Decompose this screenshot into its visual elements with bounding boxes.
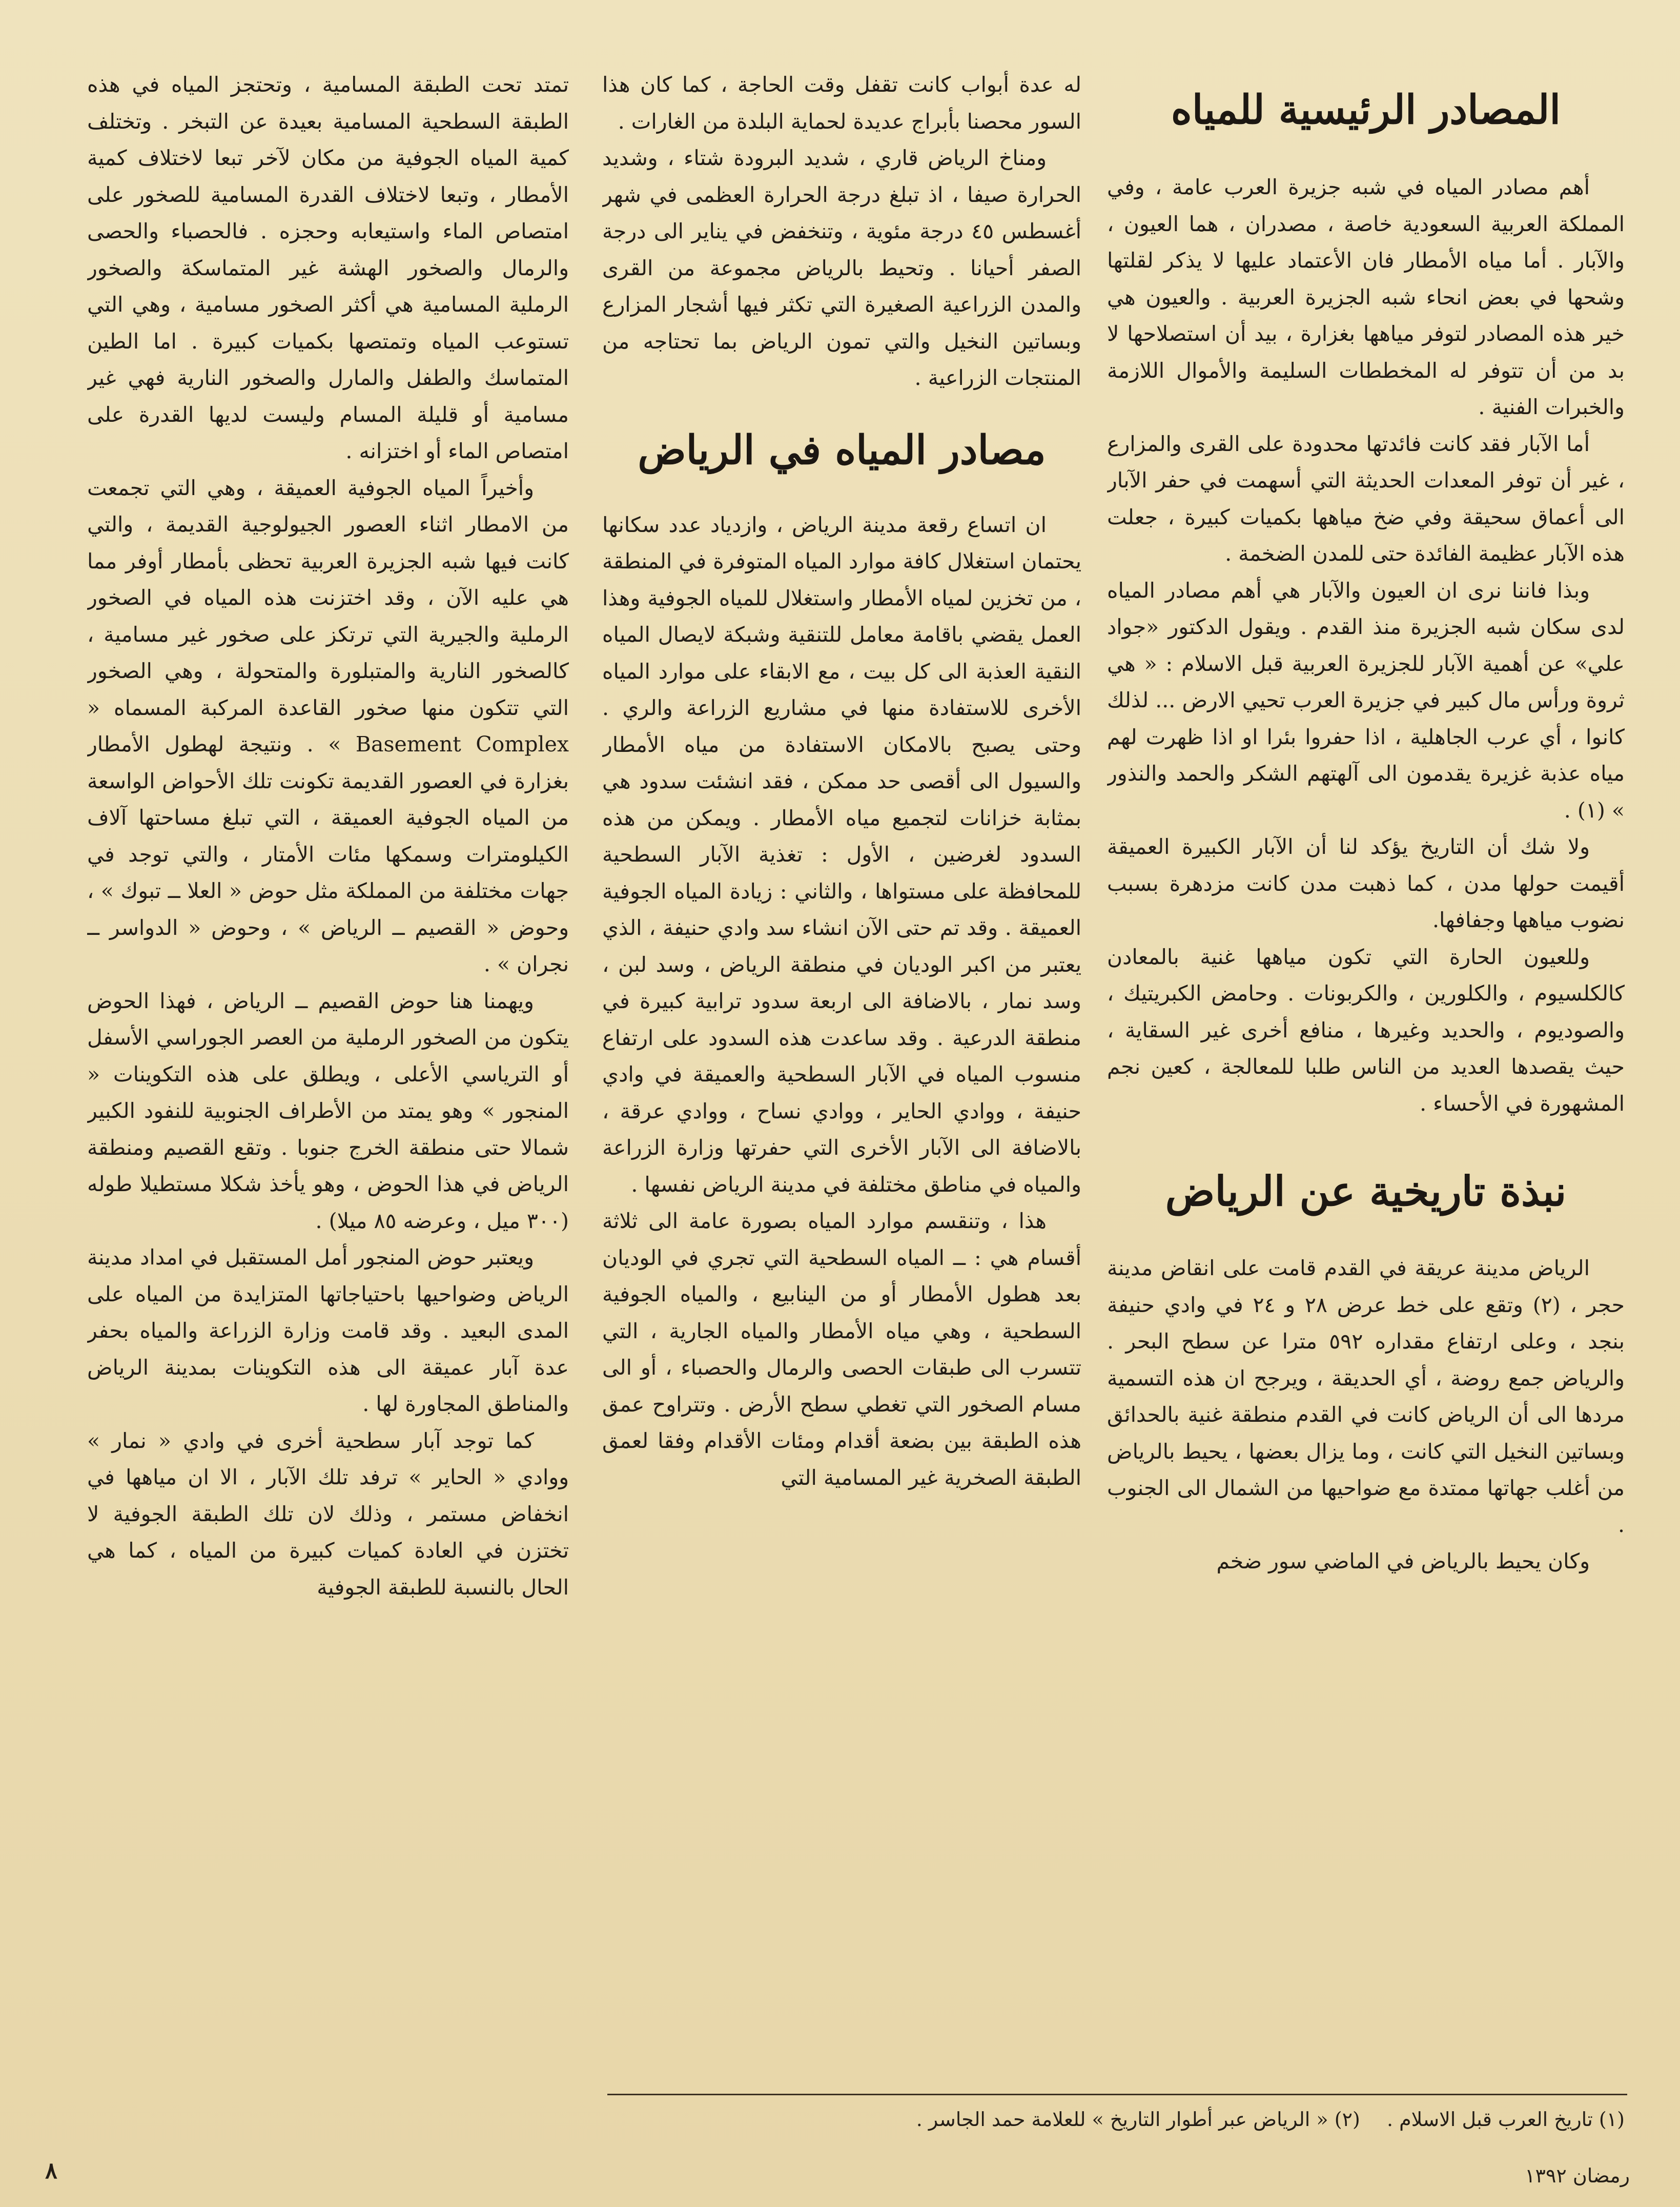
paragraph: ويهمنا هنا حوض القصيم ــ الرياض ، فهذا الحوض يتكون من الصخور الرملية من العصر الجوراسي الأسفل أو الترياسي الأعلى ، ويطلق على هذه التكوينات « المنجور » وهو يمتد من الأطراف الجنوبية للنفود الكبير شمالا حتى منطقة الخرج جنوبا . وتقع القصيم ومنطقة الرياض في هذا الحوض ، وهو يأخذ شكلا مستطيلا طوله (٣٠٠ ميل ، وعرضه ٨٥ ميلا) . [87, 988, 569, 1233]
issue-date: رمضان ١٣٩٢ [1525, 2164, 1630, 2187]
paragraph: كما توجد آبار سطحية أخرى في وادي « نمار » ووادي « الحاير » ترفد تلك الآبار ، الا ان مياهها في انخفاض مستمر ، وذلك لان تلك الطبقة الجوفية لا تختزن في العادة كميات كبيرة من المياه ، كما هي الحال بالنسبة للطبقة الجوفية [87, 1428, 569, 1600]
column-left [87, 67, 569, 2091]
paragraph: الرياض مدينة عريقة في القدم قامت على انقاض مدينة حجر ، (٢) وتقع على خط عرض ٢٨ و ٢٤ في وادي حنيفة بنجد ، وعلى ارتفاع مقداره ٥٩٢ مترا عن سطح البحر . والرياض جمع روضة ، أي الحديقة ، ويرجح ان هذه التسمية مردها الى أن الرياض كانت في القدم منطقة غنية بالحدائق وبساتين النخيل التي كانت ، وما يزال بعضها ، يحيط بالرياض من أغلب جهاتها ممتدة مع ضواحيها من الشمال الى الجنوب . [1107, 1256, 1625, 1537]
paragraph: وكان يحيط بالرياض في الماضي سور ضخم [1216, 1549, 1590, 1573]
paragraph: أهم مصادر المياه في شبه جزيرة العرب عامة ، وفي المملكة العربية السعودية خاصة ، مصدران ، هما العيون ، والآبار . أما مياه الأمطار فان الأعتماد عليها لا يذكر لقلتها وشحها في بعض انحاء شبه الجزيرة العربية . والعيون هي خير هذه المصادر لتوفر مياهها بغزارة ، بيد أن استصلاحها لا بد من أن تتوفر له المخططات السليمة والأموال اللازمة والخبرات الفنية . [1107, 175, 1625, 419]
column-middle [602, 67, 1081, 2066]
paragraph: وللعيون الحارة التي تكون مياهها غنية بالمعادن كالكلسيوم ، والكلورين ، والكربونات . وحامض الكبريتيك ، والصوديوم ، والحديد وغيرها ، منافع أخرى غير السقاية ، حيث يقصدها العديد من الناس طلبا للمعالجة ، كعين نجم المشهورة في الأحساء . [1107, 944, 1625, 1116]
paragraph: ان اتساع رقعة مدينة الرياض ، وازدياد عدد سكانها يحتمان استغلال كافة موارد المياه المتوفرة في المنطقة ، من تخزين لمياه الأمطار واستغلال للمياه الجوفية وهذا العمل يقضي باقامة معامل للتنقية وشبكة لايصال المياه النقية العذبة الى كل بيت ، مع الابقاء على موارد المياه الأخرى للاستفادة منها في مشاريع الزراعة والري . وحتى يصبح بالامكان الاستفادة من مياه الأمطار والسيول الى أقصى حد ممكن ، فقد انشئت سدود هي بمثابة خزانات لتجميع مياه الأمطار . ويمكن من هذه السدود لغرضين ، الأول : تغذية الآبار السطحية للمحافظة على مستواها ، والثاني : زيادة المياه الجوفية العميقة . وقد تم حتى الآن انشاء سد وادي حنيفة ، الذي يعتبر من اكبر الوديان في منطقة الرياض ، وسد لبن ، وسد نمار ، بالاضافة الى اربعة سدود ترابية كبيرة في منطقة الدرعية . وقد ساعدت هذه السدود على ارتفاع منسوب المياه في الآبار السطحية والعميقة في وادي حنيفة ، ووادي الحاير ، ووادي نساح ، ووادي عرقة ، بالاضافة الى الآبار الأخرى التي حفرتها وزارة الزراعة والمياه في مناطق مختلفة في مدينة الرياض نفسها . [602, 512, 1081, 1197]
paragraph [87, 470, 569, 983]
paragraph-text: وأخيراً المياه الجوفية العميقة ، وهي التي تجمعت من الامطار اثناء العصور الجيولوجية القديمة ، والتي كانت فيها شبه الجزيرة العربية تحظى بأمطار أوفر مما هي عليه الآن ، وقد اختزنت هذه المياه في الصخور الرملية والجيرية التي ترتكز على صخور غير مسامية ، كالصخور النارية والمتبلورة والمتحولة ، وهي الصخور التي تتكون منها صخور القاعدة المركبة المسماه « [87, 475, 569, 720]
footnote-2: (٢) « الرياض عبر أطوار التاريخ » للعلامة حمد الجاسر . [916, 2108, 1360, 2131]
paragraph: ومناخ الرياض قاري ، شديد البرودة شتاء ، وشديد الحرارة صيفا ، اذ تبلغ درجة الحرارة العظمى في شهر أغسطس ٤٥ درجة مئوية ، وتنخفض في يناير الى درجة الصفر أحيانا . وتحيط بالرياض مجموعة من القرى والمدن الزراعية الصغيرة التي تكثر فيها أشجار المزارع وبساتين النخيل والتي تمون الرياض بما تحتاجه من المنتجات الزراعية . [602, 146, 1081, 390]
heading-riyadh-water-sources: مصادر المياه في الرياض [638, 426, 1046, 474]
footnote-1: (١) تاريخ العرب قبل الاسلام . [1386, 2108, 1625, 2131]
paragraph: تمتد تحت الطبقة المسامية ، وتحتجز المياه في هذه الطبقة السطحية المسامية بعيدة عن التبخر . وتختلف كمية المياه الجوفية من مكان لآخر تبعا لاختلاف كمية الأمطار ، وتبعا لاختلاف القدرة المسامية للصخور على امتصاص الماء واستيعابه وحجزه . فالحصباء والحصى والرمال والصخور الهشة غير المتماسكة والصخور الرملية المسامية هي أكثر الصخور مسامية ، وهي التي تستوعب المياه وتمتصها بكميات كبيرة . اما الطين المتماسك والطفل والمارل والصخور النارية فهي غير مسامية أو قليلة المسام وليست لديها القدرة على امتصاص الماء أو اختزانه . [87, 72, 569, 463]
paragraph: له عدة أبواب كانت تقفل وقت الحاجة ، كما كان هذا السور محصنا بأبراج عديدة لحماية البلدة من الغارات . [602, 72, 1081, 134]
column-right [1107, 67, 1625, 2066]
heading-main-water-sources: المصادر الرئيسية للمياه [1171, 87, 1561, 133]
paragraph: أما الآبار فقد كانت فائدتها محدودة على القرى والمزارع ، غير أن توفر المعدات الحديثة التي أسهمت في حفر الآبار الى أعماق سحيقة وفي ضخ مياهها بكميات كبيرة ، جعلت هذه الآبار عظيمة الفائدة حتى للمدن الضخمة . [1107, 431, 1625, 566]
heading-riyadh-history: نبذة تاريخية عن الرياض [1165, 1167, 1567, 1215]
paragraph-text: » . ونتيجة لهطول الأمطار بغزارة في العصور القديمة تكونت تلك الأحواض الواسعة من المياه الجوفية العميقة ، التي تبلغ مساحتها آلاف الكيلومترات وسمكها مئات الأمتار ، والتي توجد في جهات مختلفة من المملكة مثل حوض « العلا ــ تبوك » ، وحوض « القصيم ــ الرياض » ، وحوض « الدواسر ــ نجران » . [87, 732, 569, 976]
paragraph: ويعتبر حوض المنجور أمل المستقبل في امداد مدينة الرياض وضواحيها باحتياجاتها المتزايدة من المياه على المدى البعيد . وقد قامت وزارة الزراعة والمياه بحفر عدة آبار عميقة الى هذه التكوينات بمدينة الرياض والمناطق المجاورة لها . [87, 1245, 569, 1416]
latin-term: Basement Complex [355, 732, 569, 757]
footnote-divider [607, 2094, 1627, 2095]
paragraph: هذا ، وتنقسم موارد المياه بصورة عامة الى ثلاثة أقسام هي : ــ المياه السطحية التي تجري في الوديان بعد هطول الأمطار أو من الينابيع ، والمياه الجوفية السطحية ، وهي مياه الأمطار والمياه الجارية ، التي تتسرب الى طبقات الحصى والرمال والحصباء ، أو الى مسام الصخور التي تغطي سطح الأرض . وتتراوح عمق هذه الطبقة بين بضعة أقدام ومئات الأقدام وفقا لعمق الطبقة الصخرية غير المسامية التي [602, 1209, 1081, 1490]
paragraph: وبذا فاننا نرى ان العيون والآبار هي أهم مصادر المياه لدى سكان شبه الجزيرة منذ القدم . ويقول الدكتور «جواد علي» عن أهمية الآبار للجزيرة العربية قبل الاسلام : « هي ثروة ورأس مال كبير في جزيرة العرب تحيي الارض ... لذلك كانوا ، أي عرب الجاهلية ، اذا حفروا بئرا او اذا ظهرت لهم مياه عذبة غزيرة يقدمون الى آلهتهم الشكر والحمد والنذور » (١) . [1107, 578, 1625, 823]
footnotes [607, 2101, 1625, 2137]
paragraph: ولا شك أن التاريخ يؤكد لنا أن الآبار الكبيرة العميقة أقيمت حولها مدن ، كما ذهبت مدن كانت مزدهرة بسبب نضوب مياهها وجفافها. [1107, 834, 1625, 932]
page-number: ٨ [45, 2158, 57, 2184]
